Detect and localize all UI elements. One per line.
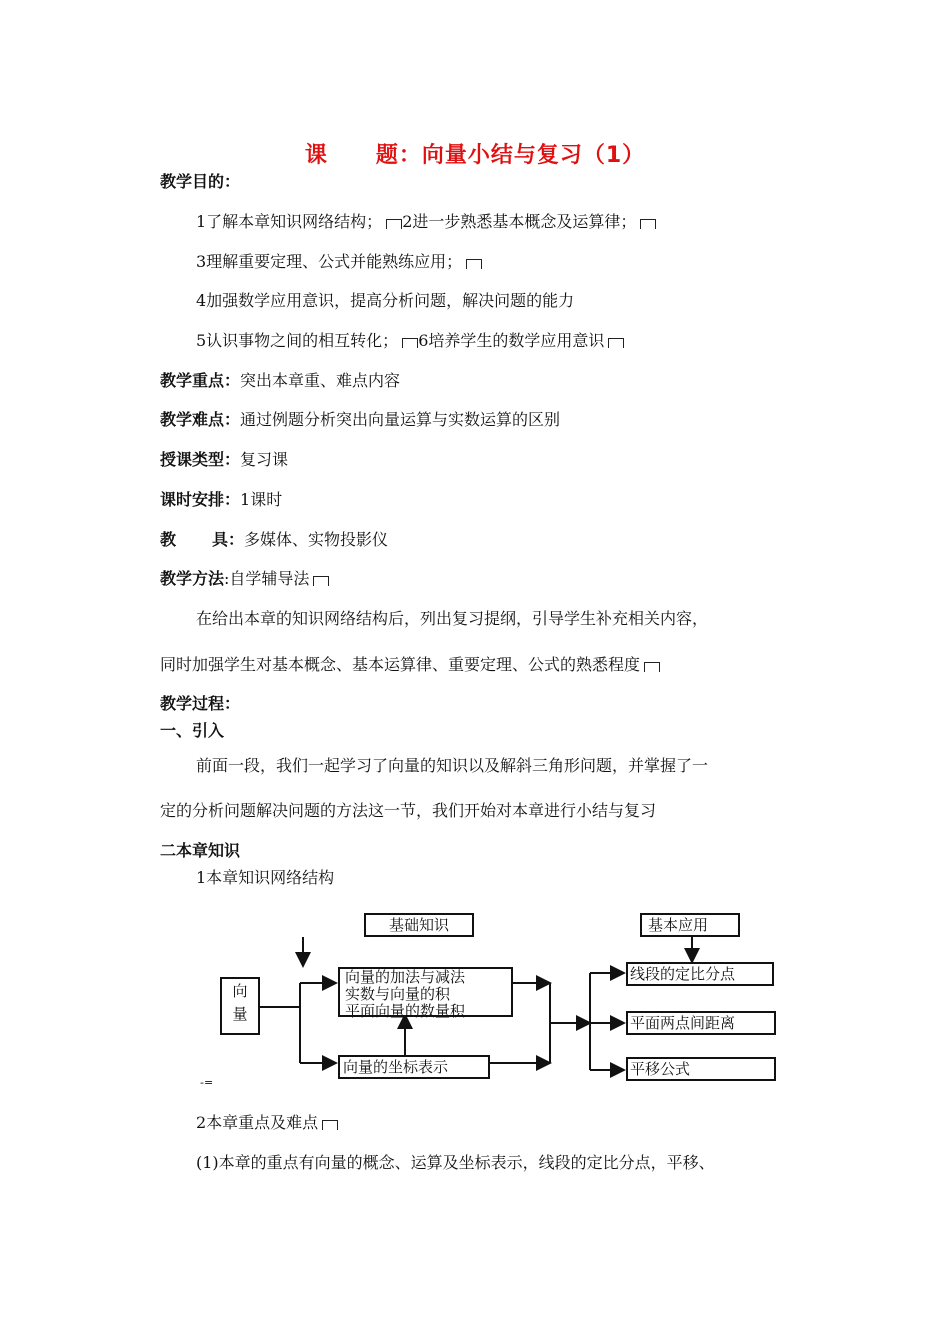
tools-text: 多媒体、实物投影仪 (244, 530, 389, 549)
knowledge-sub-2-line (196, 1113, 338, 1133)
basic-knowledge-label: 基础知识 (388, 916, 449, 934)
basic-application-label: 基本应用 (648, 916, 709, 934)
key-point (160, 371, 400, 391)
method-text: :自学辅导法 (224, 569, 310, 588)
application-box-3 (626, 1057, 776, 1081)
difficulty (160, 410, 560, 430)
time-arrangement (160, 490, 282, 510)
title-part2: 题：向量小结与复习（1） (375, 143, 646, 168)
application-3: 平移公式 (630, 1060, 691, 1078)
ops-line-3: 平面向量的数量积 (345, 1002, 466, 1020)
return-mark-icon (644, 662, 660, 672)
objective-line-3 (196, 252, 482, 272)
knowledge-sub-1: 1本章知识网络结构 (196, 868, 335, 887)
method-para-1: 在给出本章的知识网络结构后，列出复习提纲，引导学生补充相关内容， (196, 609, 709, 628)
basic-application-box (640, 913, 740, 937)
vector-top: 向 (232, 982, 248, 1000)
ops-line-2: 实数与向量的积 (345, 985, 451, 1003)
lesson-type-label: 授课类型： (160, 450, 241, 469)
tools (160, 530, 388, 550)
intro-line-1: 前面一段，我们一起学习了向量的知识以及解斜三角形问题，并掌握了一 (196, 756, 709, 775)
objectives-heading: 教学目的： (160, 172, 241, 191)
objective-3: 3理解重要定理、公式并能熟练应用； (196, 252, 463, 271)
knowledge-para-1: (1)本章的重点有向量的概念、运算及坐标表示，线段的定比分点，平移、 (196, 1153, 715, 1172)
application-1: 线段的定比分点 (630, 965, 736, 983)
basic-knowledge-box (364, 913, 474, 937)
coordinate-label: 向量的坐标表示 (343, 1058, 449, 1076)
method-para-2-line (160, 655, 660, 675)
objective-1: 1了解本章知识网络结构； (196, 212, 383, 231)
intro-line-2: 定的分析问题解决问题的方法这一节，我们开始对本章进行小结与复习 (160, 801, 657, 820)
difficulty-text: 通过例题分析突出向量运算与实数运算的区别 (240, 410, 561, 429)
return-mark-icon (322, 1120, 338, 1130)
objective-4: 4加强数学应用意识，提高分析问题，解决问题的能力 (196, 291, 575, 310)
tools-label-2: 具： (212, 530, 245, 549)
time-label: 课时安排： (160, 490, 241, 509)
process-heading: 教学过程： (160, 694, 241, 713)
return-mark-icon (386, 219, 402, 229)
vector-bottom: 量 (232, 1005, 248, 1023)
method-label: 教学方法 (160, 569, 225, 588)
lesson-type (160, 450, 288, 470)
stray-mark: -= (200, 1076, 214, 1089)
key-point-text: 突出本章重、难点内容 (240, 371, 401, 390)
application-box-2 (626, 1011, 776, 1035)
key-point-label: 教学重点： (160, 371, 241, 390)
return-mark-icon (402, 338, 418, 348)
knowledge-heading: 二本章知识 (160, 841, 241, 860)
objective-2: 2进一步熟悉基本概念及运算律； (402, 212, 637, 231)
ops-line-1: 向量的加法与减法 (345, 968, 466, 986)
tools-label-1: 教 (160, 530, 177, 549)
page-title (0, 138, 950, 169)
application-box-1 (626, 962, 774, 986)
intro-heading: 一、引入 (160, 721, 225, 740)
difficulty-label: 教学难点： (160, 410, 241, 429)
return-mark-icon (466, 259, 482, 269)
knowledge-sub-2: 2本章重点及难点 (196, 1113, 319, 1132)
time-text: 1课时 (240, 490, 283, 509)
application-2: 平面两点间距离 (630, 1014, 736, 1032)
knowledge-network-diagram (200, 905, 790, 1100)
lesson-type-text: 复习课 (240, 450, 289, 469)
operations-box (338, 967, 513, 1020)
objective-5: 5认识事物之间的相互转化； (196, 331, 399, 350)
return-mark-icon (608, 338, 624, 348)
objective-line-5 (196, 331, 624, 351)
vector-box (220, 977, 260, 1035)
method-para-2: 同时加强学生对基本概念、基本运算律、重要定理、公式的熟悉程度 (160, 655, 641, 674)
method (160, 569, 329, 589)
return-mark-icon (313, 576, 329, 586)
title-part1: 课 (304, 143, 328, 168)
return-mark-icon (640, 219, 656, 229)
coordinate-box (338, 1055, 490, 1079)
objective-line-1 (196, 212, 656, 232)
objective-6: 6培养学生的数学应用意识 (418, 331, 605, 350)
